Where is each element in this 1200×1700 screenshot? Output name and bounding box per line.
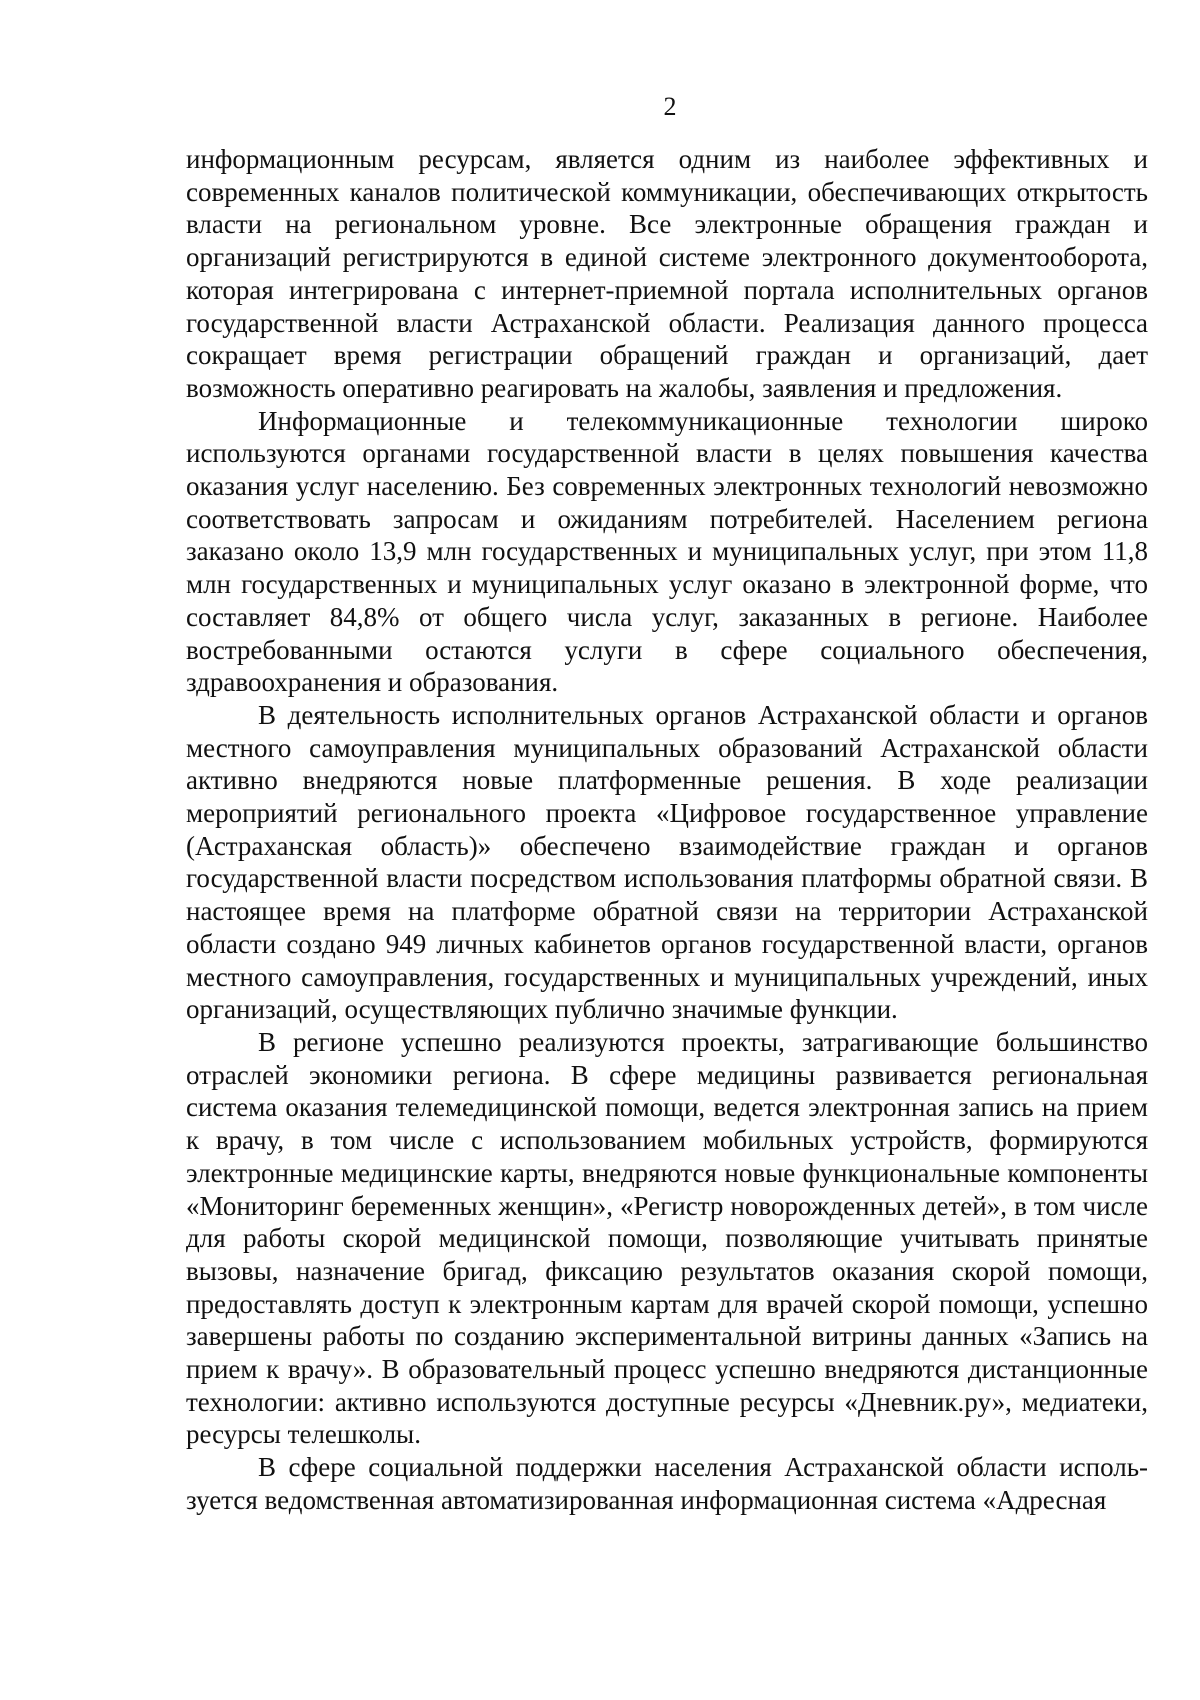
page-number: 2 — [663, 92, 677, 121]
paragraph-social-support: В сфере социальной поддержки населения Астраханской области исполь-зуется ведомственная автоматизированная информационная система «Адресная — [186, 1452, 1148, 1515]
document-body — [186, 143, 1148, 1517]
paragraph-platform-solutions: В деятельность исполнительных органов Астраханской области и органов местного самоуправления муниципальных образований Астраханской области активно внедряются новые платформенные решения. В ходе реализации мероприятий регионального проекта «Цифровое государственное управление (Астраханская область)» обеспечено взаимодействие граждан и органов государственной власти посредством использования платформы обратной связи. В настоящее время на платформе обратной связи на территории Астраханской области создано 949 личных кабинетов органов государственной власти, органов местного самоуправления, государственных и муниципальных учреждений, иных организаций, осуществляющих публично значимые функции. — [186, 699, 1148, 1025]
paragraph-ict-services: Информационные и телекоммуникационные технологии широко используются органами государственной власти в целях повышения качества оказания услуг населению. Без современных электронных технологий невозможно соответствовать запросам и ожиданиям потребителей. Населением региона заказано около 13,9 млн государственных и муниципальных услуг, при этом 11,8 млн государственных и муниципальных услуг оказано в электронной форме, что составляет 84,8% от общего числа услуг, заказанных в регионе. Наиболее востребованными остаются услуги в сфере социального обеспечения, здравоохранения и образования. — [186, 405, 1148, 698]
paragraph-continuation: информационным ресурсам, является одним из наиболее эффективных и современных каналов политической коммуникации, обеспечивающих открытость власти на региональном уровне. Все электронные обращения граждан и организаций регистрируются в единой системе электронного документооборота, которая интегрирована с интернет-приемной портала исполнительных органов государственной власти Астраханской области. Реализация данного процесса сокращает время регистрации обращений граждан и организаций, дает возможность оперативно реагировать на жалобы, заявления и предложения. — [186, 144, 1148, 403]
paragraph-regional-projects: В регионе успешно реализуются проекты, затрагивающие большинство отраслей экономики региона. В сфере медицины развивается региональная система оказания телемедицинской помощи, ведется электронная запись на прием к врачу, в том числе с использованием мобильных устройств, формируются электронные медицинские карты, внедряются новые функциональные компоненты «Мониторинг беременных женщин», «Регистр новорожденных детей», в том числе для работы скорой медицинской помощи, позволяющие учитывать принятые вызовы, назначение бригад, фиксацию результатов оказания скорой помощи, предоставлять доступ к электронным картам для врачей скорой помощи, успешно завершены работы по созданию экспериментальной витрины данных «Запись на прием к врачу». В образовательный процесс успешно внедряются дистанционные технологии: активно используются доступные ресурсы «Дневник.ру», медиатеки, ресурсы телешколы. — [186, 1026, 1148, 1450]
